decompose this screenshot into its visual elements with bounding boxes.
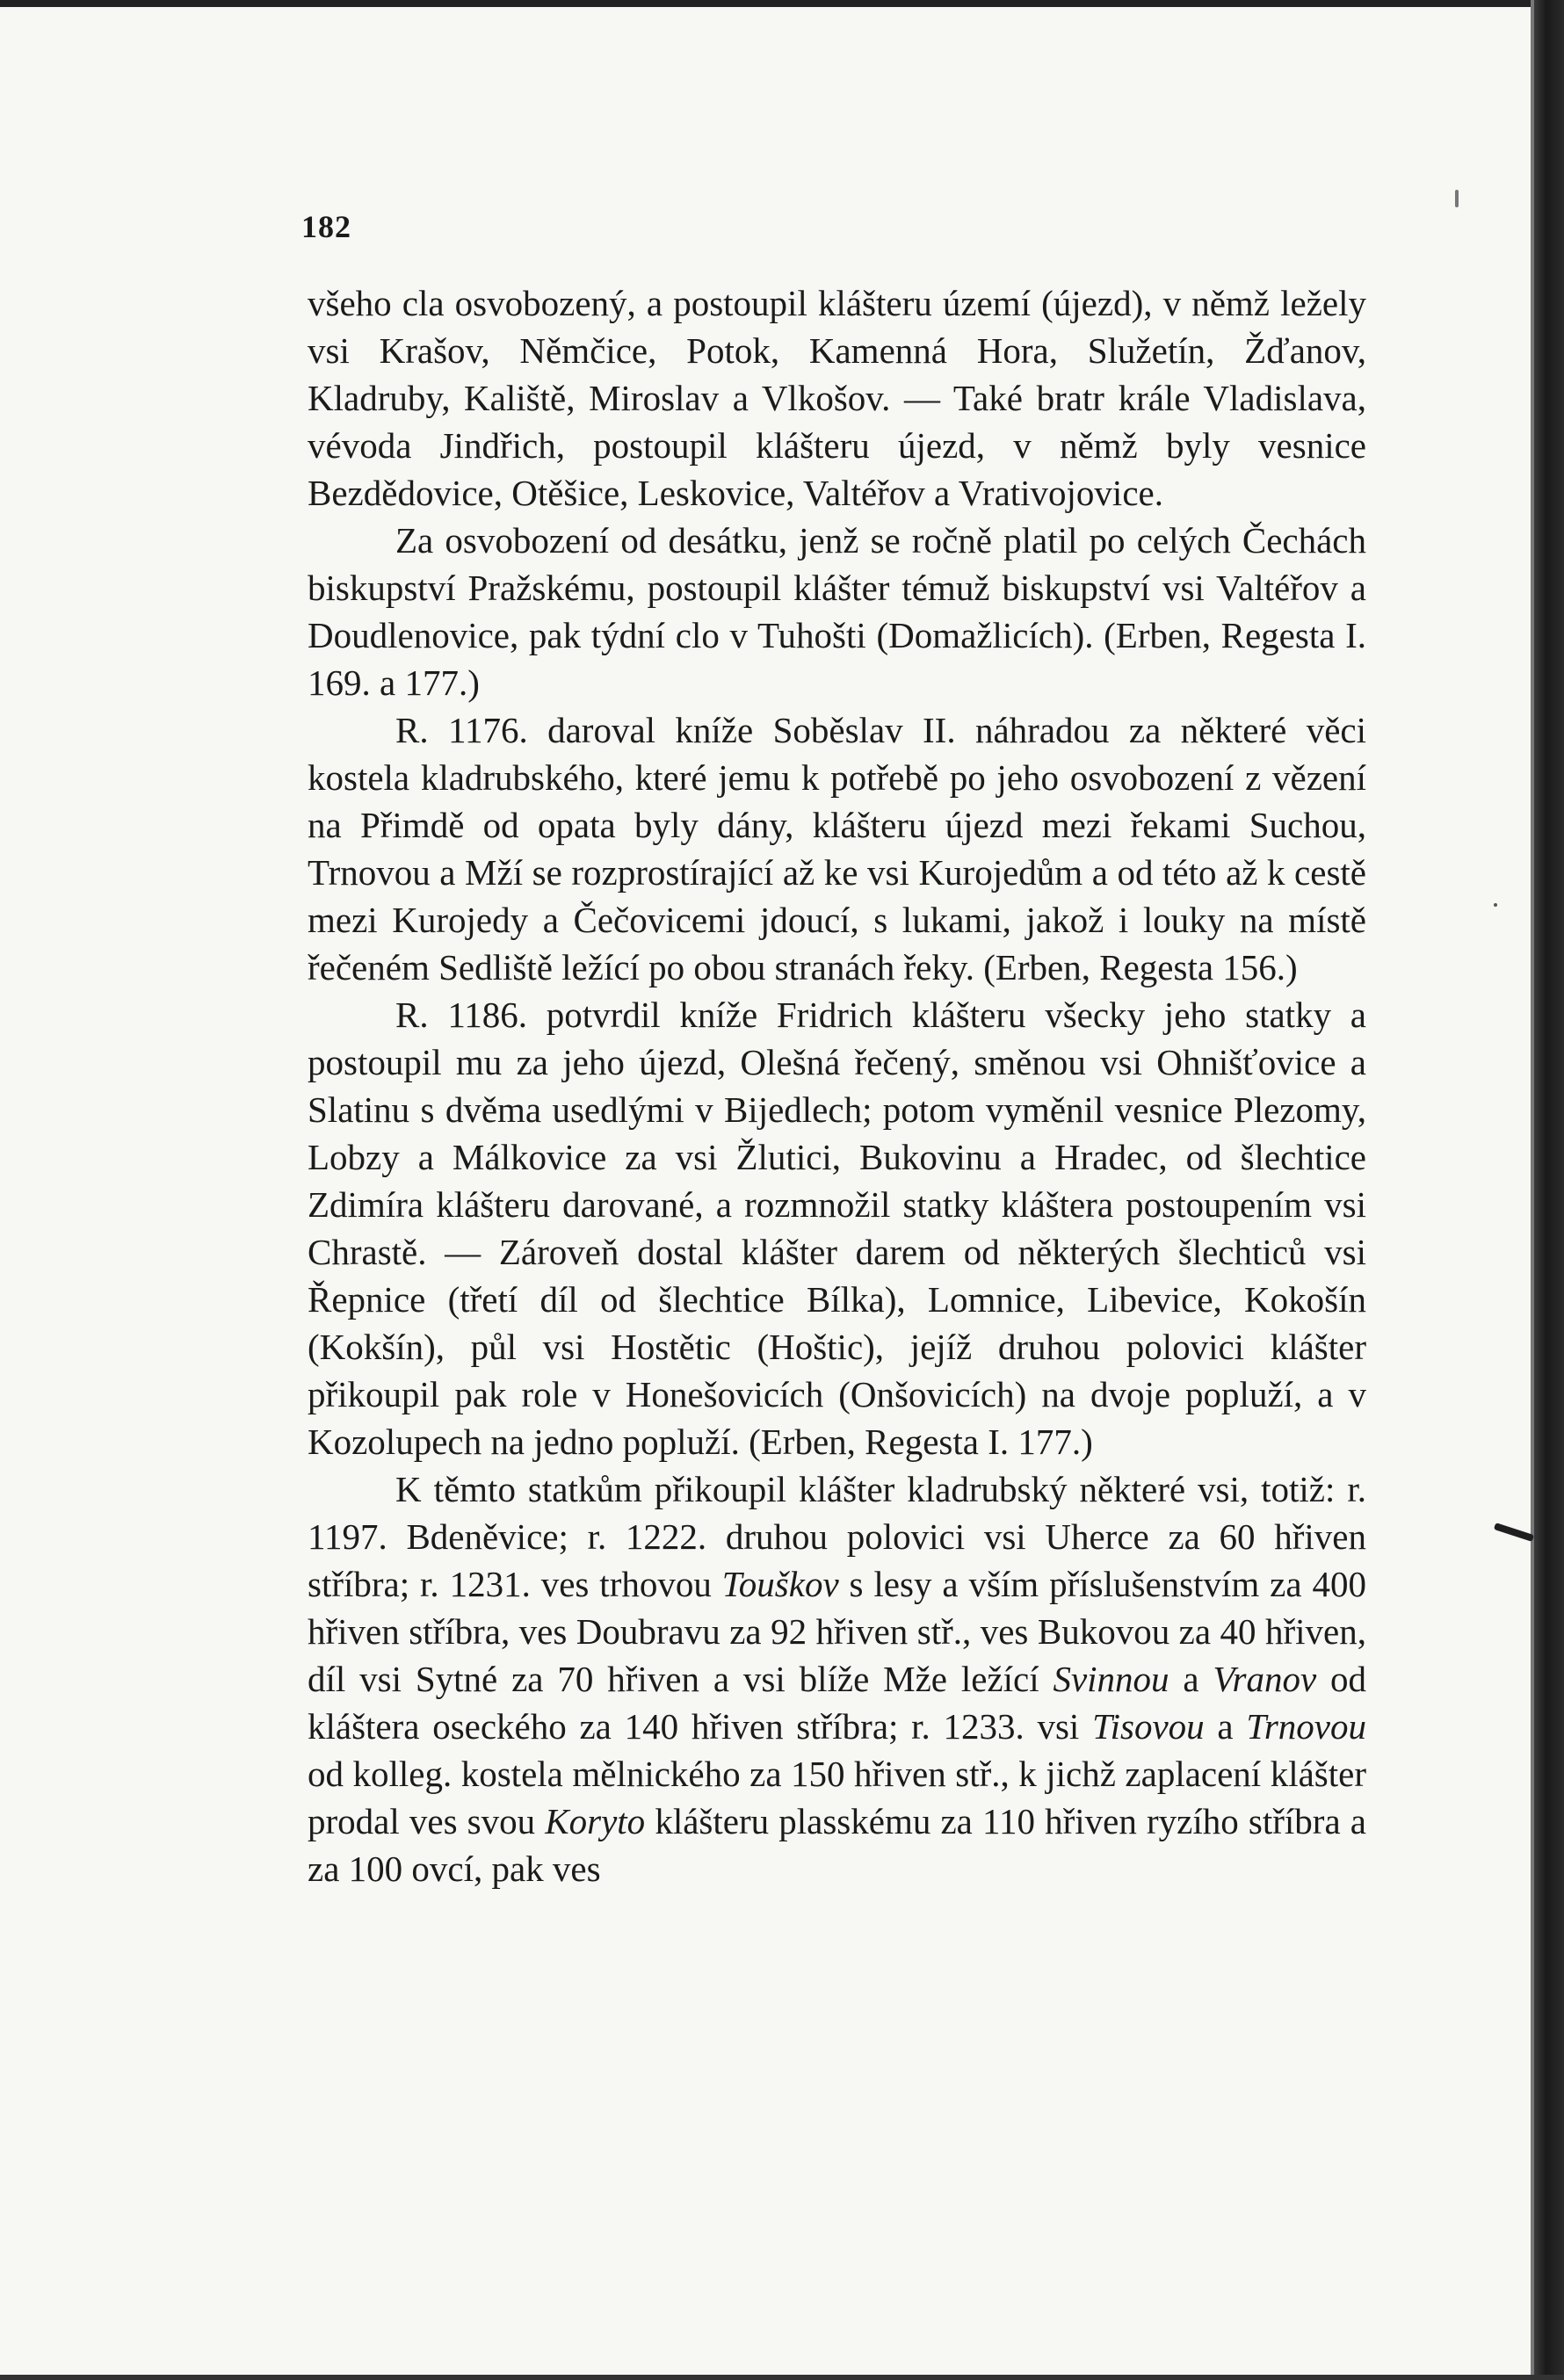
page-number: 182 — [301, 209, 351, 244]
paragraph — [308, 706, 1366, 991]
paragraph — [308, 279, 1366, 517]
italic-place-name: Vranov — [1213, 1659, 1317, 1699]
text-run: R. 1176. daroval kníže Soběslav II. náhradou za některé věci kostela kladrubského, které jemu k potřebě po jeho osvobození z vězení na Přimdě od opata byly dány, klášteru újezd mezi řekami Suchou, Trnovou a Mží se rozprostírající až ke vsi Kurojedům a od této až k cestě mezi Kurojedy a Čečovicemi jdoucí, s lukami, jakož i louky na místě řečeném Sedliště ležící po obou stranách řeky. (Erben, Regesta 156.) — [308, 710, 1366, 987]
scan-top-edge — [0, 0, 1564, 7]
text-run: Za osvobození od desátku, jenž se ročně platil po celých Čechách biskupství Pražskému, postoupil klášter témuž biskupství vsi Valtéřov a Doudlenovice, pak týdní clo v Tuhošti (Domažlicích). (Erben, Regesta I. 169. a 177.) — [308, 520, 1366, 703]
text-run: a — [1169, 1659, 1213, 1699]
scan-mark — [1494, 1523, 1534, 1542]
text-run: s lesy a vším příslušenstvím za 400 hřiven stříbra, ves Doubravu za 92 hřiven stř., ves Bukovou za 40 hřiven, díl vsi Sytné za 70 hřiven a vsi blíže Mže ležící — [308, 1564, 1366, 1699]
text-run: a — [1204, 1706, 1247, 1747]
paragraph — [308, 991, 1366, 1465]
scan-mark — [1455, 190, 1459, 207]
italic-place-name: Svinnou — [1053, 1659, 1169, 1699]
body-text — [308, 279, 1366, 1892]
scan-mark — [1494, 903, 1497, 907]
italic-place-name: Touškov — [721, 1564, 839, 1604]
text-run: od kláštera oseckého za 140 hřiven stříbra; r. 1233. vsi — [308, 1659, 1367, 1747]
italic-place-name: Tisovou — [1092, 1706, 1205, 1747]
text-run: klášteru plasskému za 110 hřiven ryzího stříbra a za 100 ovcí, pak ves — [308, 1801, 1366, 1889]
text-run: všeho cla osvobozený, a postoupil klášteru území (újezd), v němž ležely vsi Krašov, Němčice, Potok, Kamenná Hora, Služetín, Žďanov, Kladruby, Kaliště, Miroslav a Vlkošov. — Také bratr krále Vladislava, vévoda Jindřich, postoupil klášteru újezd, v němž byly vesnice Bezdědovice, Otěšice, Leskovice, Valtéřov a Vrativojovice. — [308, 283, 1366, 513]
scan-right-edge — [1534, 0, 1564, 2380]
text-run: K těmto statkům přikoupil klášter kladrubský některé vsi, totiž: r. 1197. Bdeněvice; r. 1222. druhou polovici vsi Uherce za 60 hřiven stříbra; r. 1231. ves trhovou — [308, 1469, 1366, 1604]
text-run: R. 1186. potvrdil kníže Fridrich klášteru všecky jeho statky a postoupil mu za jeho újezd, Olešná řečený, směnou vsi Ohnišťovice a Slatinu s dvěma usedlými v Bijedlech; potom vyměnil vesnice Plezomy, Lobzy a Málkovice za vsi Žlutici, Bukovinu a Hradec, od šlechtice Zdimíra klášteru darované, a rozmnožil statky kláštera postoupením vsi Chrastě. — Zároveň dostal klášter darem od některých šlechticů vsi Řepnice (třetí díl od šlechtice Bílka), Lomnice, Libevice, Kokošín (Kokšín), půl vsi Hostětic (Hoštic), jejíž druhou polovici klášter přikoupil pak role v Honešovicích (Onšovicích) na dvoje popluží, a v Kozolupech na jedno popluží. (Erben, Regesta I. 177.) — [308, 995, 1366, 1462]
scan-bottom-edge — [0, 2375, 1564, 2380]
italic-place-name: Trnovou — [1246, 1706, 1367, 1747]
text-run: od kolleg. kostela mělnického za 150 hřiven stř., k jichž zaplacení klášter prodal ves svou — [308, 1754, 1366, 1841]
italic-place-name: Koryto — [545, 1801, 646, 1841]
paragraph — [308, 1465, 1366, 1892]
paragraph — [308, 517, 1366, 706]
